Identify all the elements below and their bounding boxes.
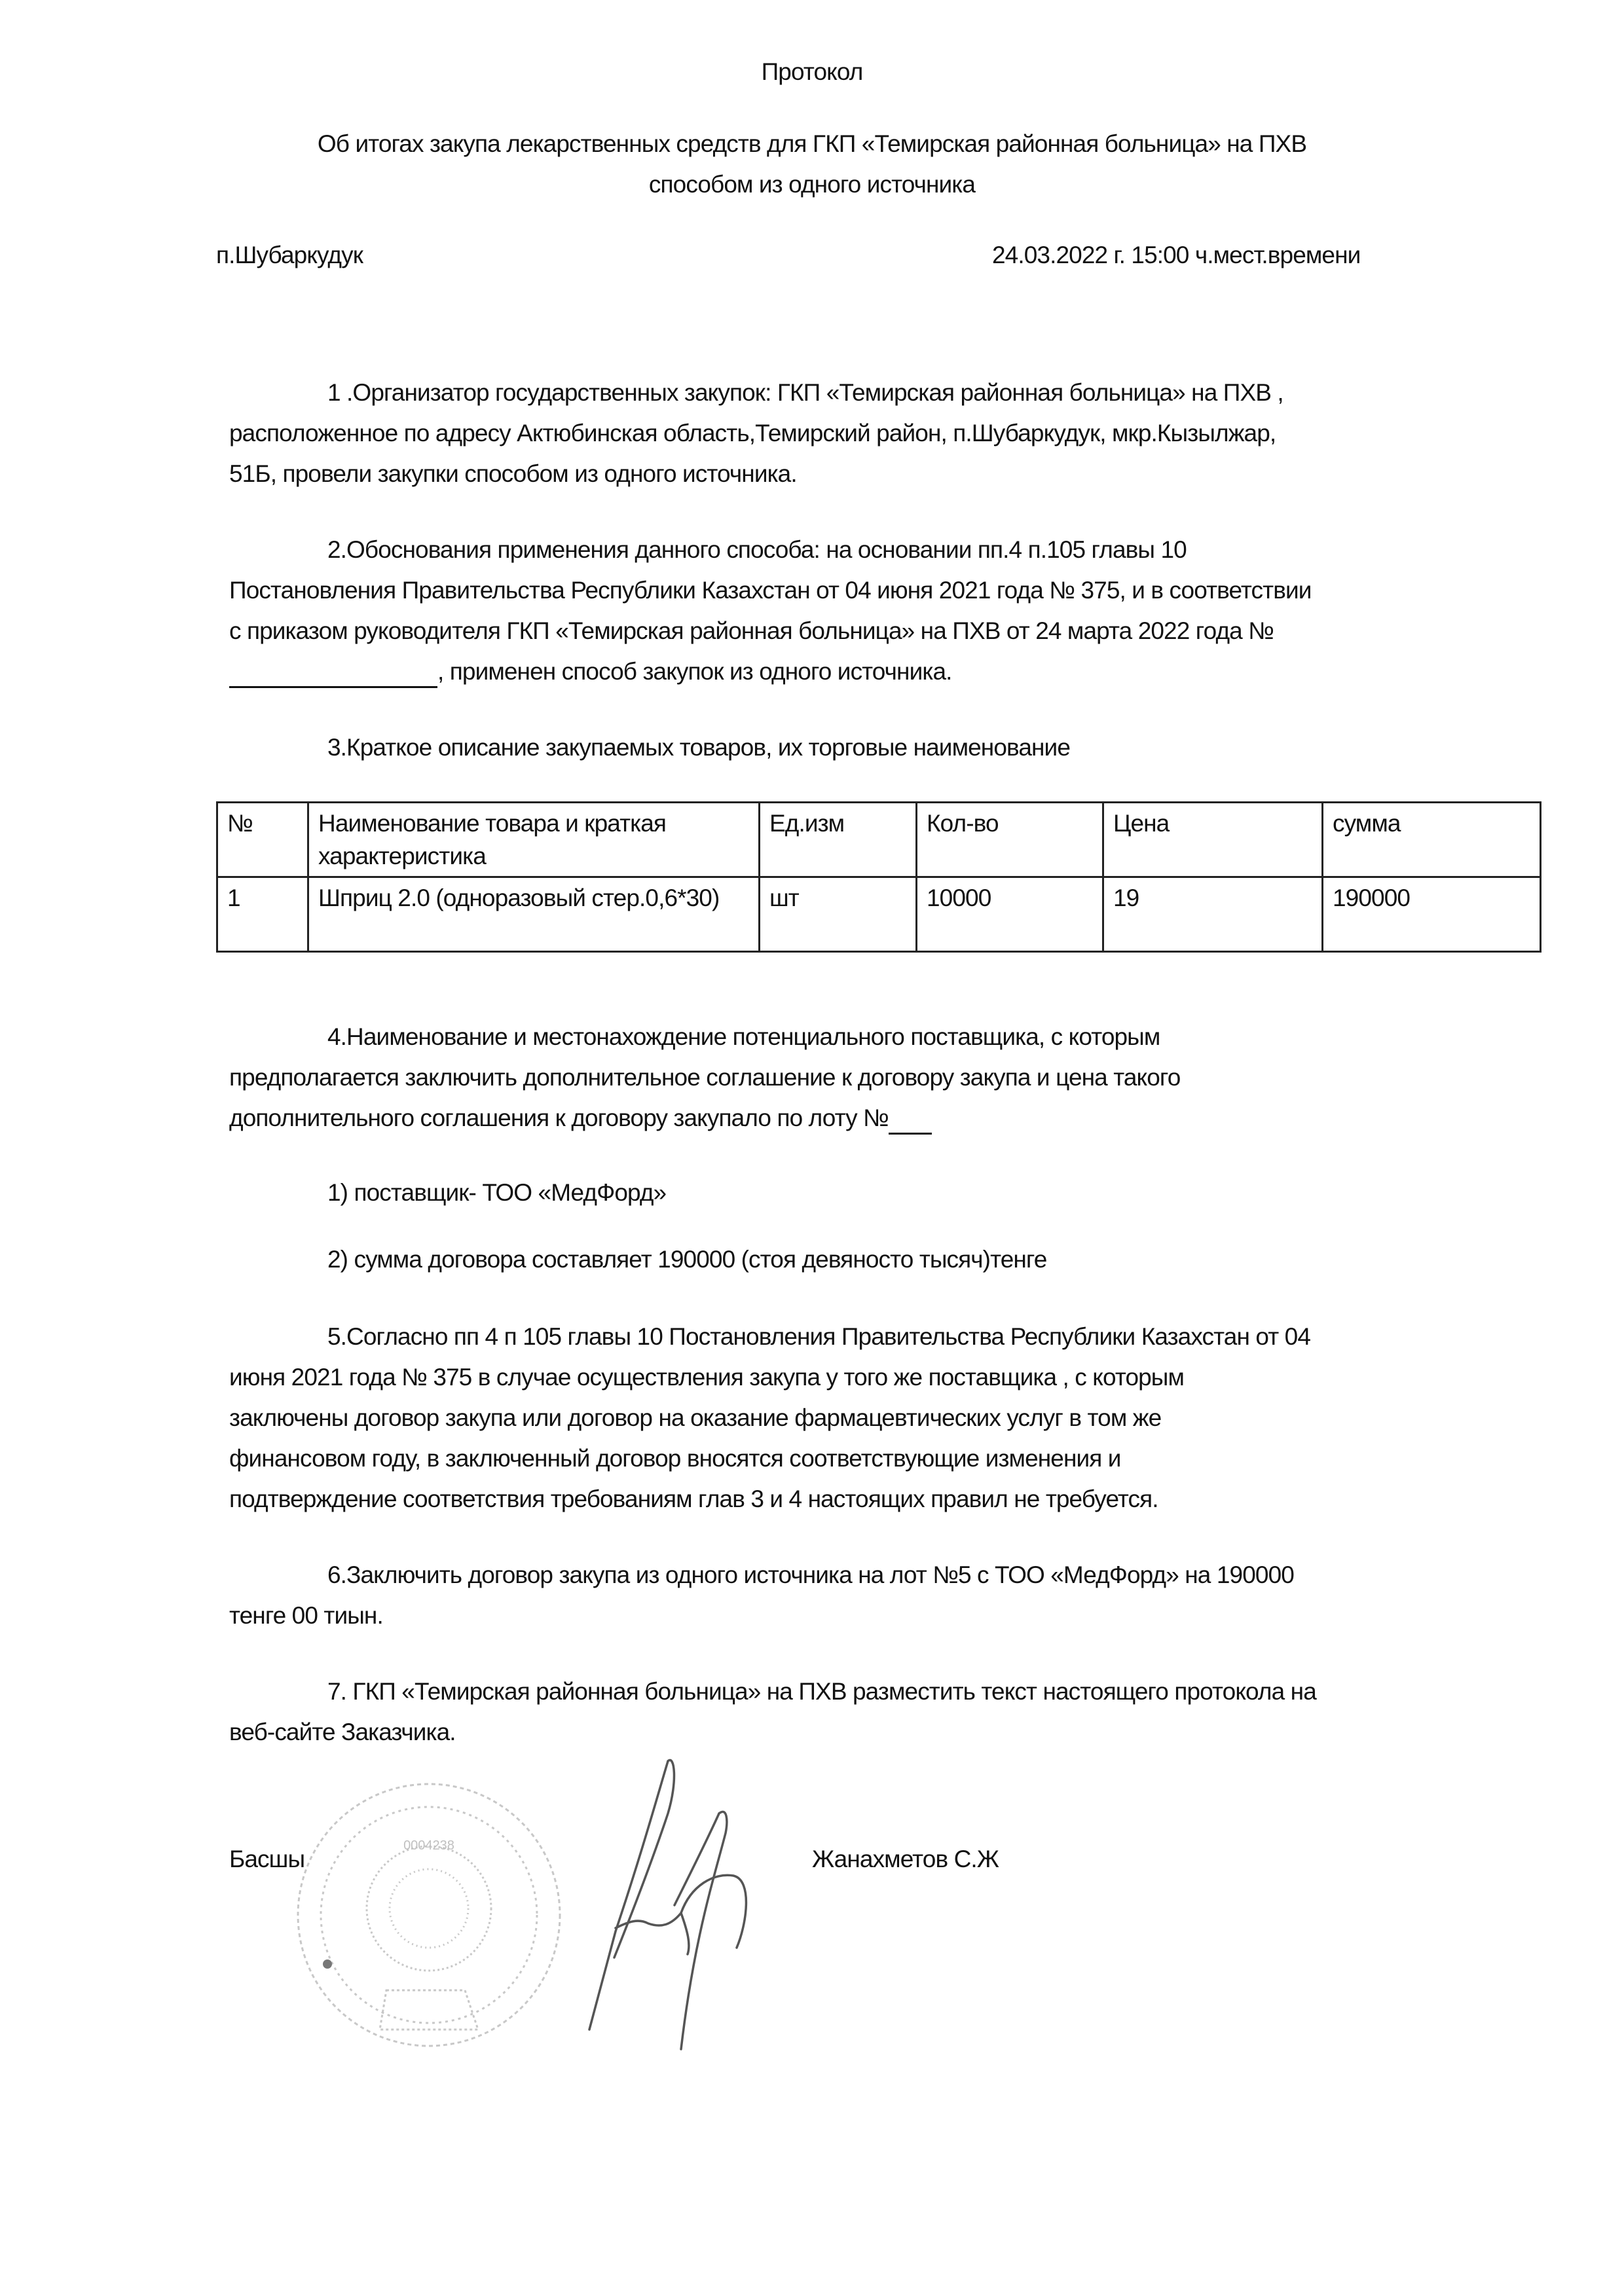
- section-3-heading: 3.Краткое описание закупаемых товаров, их торговые наименование: [327, 734, 1071, 761]
- order-number-blank: [229, 657, 437, 688]
- section-5-line: 5.Согласно пп 4 п 105 главы 10 Постановления Правительства Республики Казахстан от 04: [327, 1323, 1311, 1350]
- column-header-quantity: Кол-во: [917, 803, 1103, 877]
- section-5-line: подтверждение соответствия требованиям глав 3 и 4 настоящих правил не требуется.: [229, 1485, 1158, 1512]
- cell-quantity: 10000: [917, 877, 1103, 952]
- column-header-price: Цена: [1103, 803, 1323, 877]
- stamp-number: 0004238: [403, 1838, 454, 1853]
- section-4-line: 4.Наименование и местонахождение потенциального поставщика, с которым: [327, 1023, 1160, 1050]
- section-7-line: веб-сайте Заказчика.: [229, 1719, 456, 1745]
- document-title: Протокол: [761, 58, 863, 85]
- cell-price: 19: [1103, 877, 1323, 952]
- section-5-line: июня 2021 года № 375 в случае осуществления закупа у того же поставщика , с которым: [229, 1364, 1185, 1391]
- section-2-line: 2.Обоснования применения данного способа: на основании пп.4 п.105 главы 10: [327, 536, 1187, 563]
- table-header-row: [217, 803, 1541, 877]
- section-2-line-tail: , применен способ закупок из одного источника.: [437, 658, 952, 685]
- section-5-line: заключены договор закупа или договор на оказание фармацевтических услуг в том же: [229, 1404, 1162, 1431]
- signatory-role: Басшы: [229, 1846, 305, 1872]
- column-header-name: Наименование товара и краткая характеристика: [308, 803, 760, 877]
- section-1-line: 1 .Организатор государственных закупок: ГКП «Темирская районная больница» на ПХВ ,: [327, 379, 1283, 406]
- handwritten-signature-icon: [576, 1741, 792, 2069]
- place-label: п.Шубаркудук: [216, 242, 363, 268]
- column-header-number: №: [217, 803, 308, 877]
- cell-name: Шприц 2.0 (одноразовый стер.0,6*30): [308, 877, 760, 952]
- column-header-unit: Ед.изм: [760, 803, 917, 877]
- section-2-line: Постановления Правительства Республики Казахстан от 04 июня 2021 года № 375, и в соответствии: [229, 577, 1312, 604]
- section-6-line: тенге 00 тиын.: [229, 1602, 383, 1629]
- supplier-item: 1) поставщик- ТОО «МедФорд»: [327, 1179, 667, 1206]
- section-6-line: 6.Заключить договор закупа из одного источника на лот №5 с ТОО «МедФорд» на 190000: [327, 1561, 1294, 1588]
- section-5-line: финансовом году, в заключенный договор вносятся соответствующие изменения и: [229, 1445, 1121, 1472]
- section-2-line: с приказом руководителя ГКП «Темирская районная больница» на ПХВ от 24 марта 2022 года №: [229, 617, 1274, 644]
- signatory-name: Жанахметов С.Ж: [812, 1846, 999, 1872]
- cell-unit: шт: [760, 877, 917, 952]
- section-4-line: предполагается заключить дополнительное соглашение к договору закупа и цена такого: [229, 1064, 1181, 1091]
- section-4-line: [229, 1104, 932, 1135]
- cell-sum: 190000: [1323, 877, 1541, 952]
- date-time-label: 24.03.2022 г. 15:00 ч.мест.времени: [992, 242, 1361, 268]
- document-subtitle-line-2: способом из одного источника: [648, 171, 976, 198]
- column-header-sum: сумма: [1323, 803, 1541, 877]
- section-7-line: 7. ГКП «Темирская районная больница» на ПХВ разместить текст настоящего протокола на: [327, 1678, 1316, 1705]
- document-subtitle-line-1: Об итогах закупа лекарственных средств для ГКП «Темирская районная больница» на ПХВ: [317, 130, 1307, 157]
- section-4-line-text: дополнительного соглашения к договору закупало по лоту №: [229, 1104, 889, 1131]
- items-table: [216, 801, 1541, 953]
- section-2-line: [229, 657, 952, 688]
- cell-number: 1: [217, 877, 308, 952]
- lot-number-blank: [889, 1104, 932, 1135]
- table-row: [217, 877, 1541, 952]
- section-1-line: расположенное по адресу Актюбинская область,Темирский район, п.Шубаркудук, мкр.Кызылжар,: [229, 420, 1276, 446]
- contract-sum-item: 2) сумма договора составляет 190000 (стоя девяносто тысяч)тенге: [327, 1246, 1047, 1273]
- official-stamp-icon: [288, 1774, 570, 2056]
- section-1-line: 51Б, провели закупки способом из одного источника.: [229, 460, 797, 487]
